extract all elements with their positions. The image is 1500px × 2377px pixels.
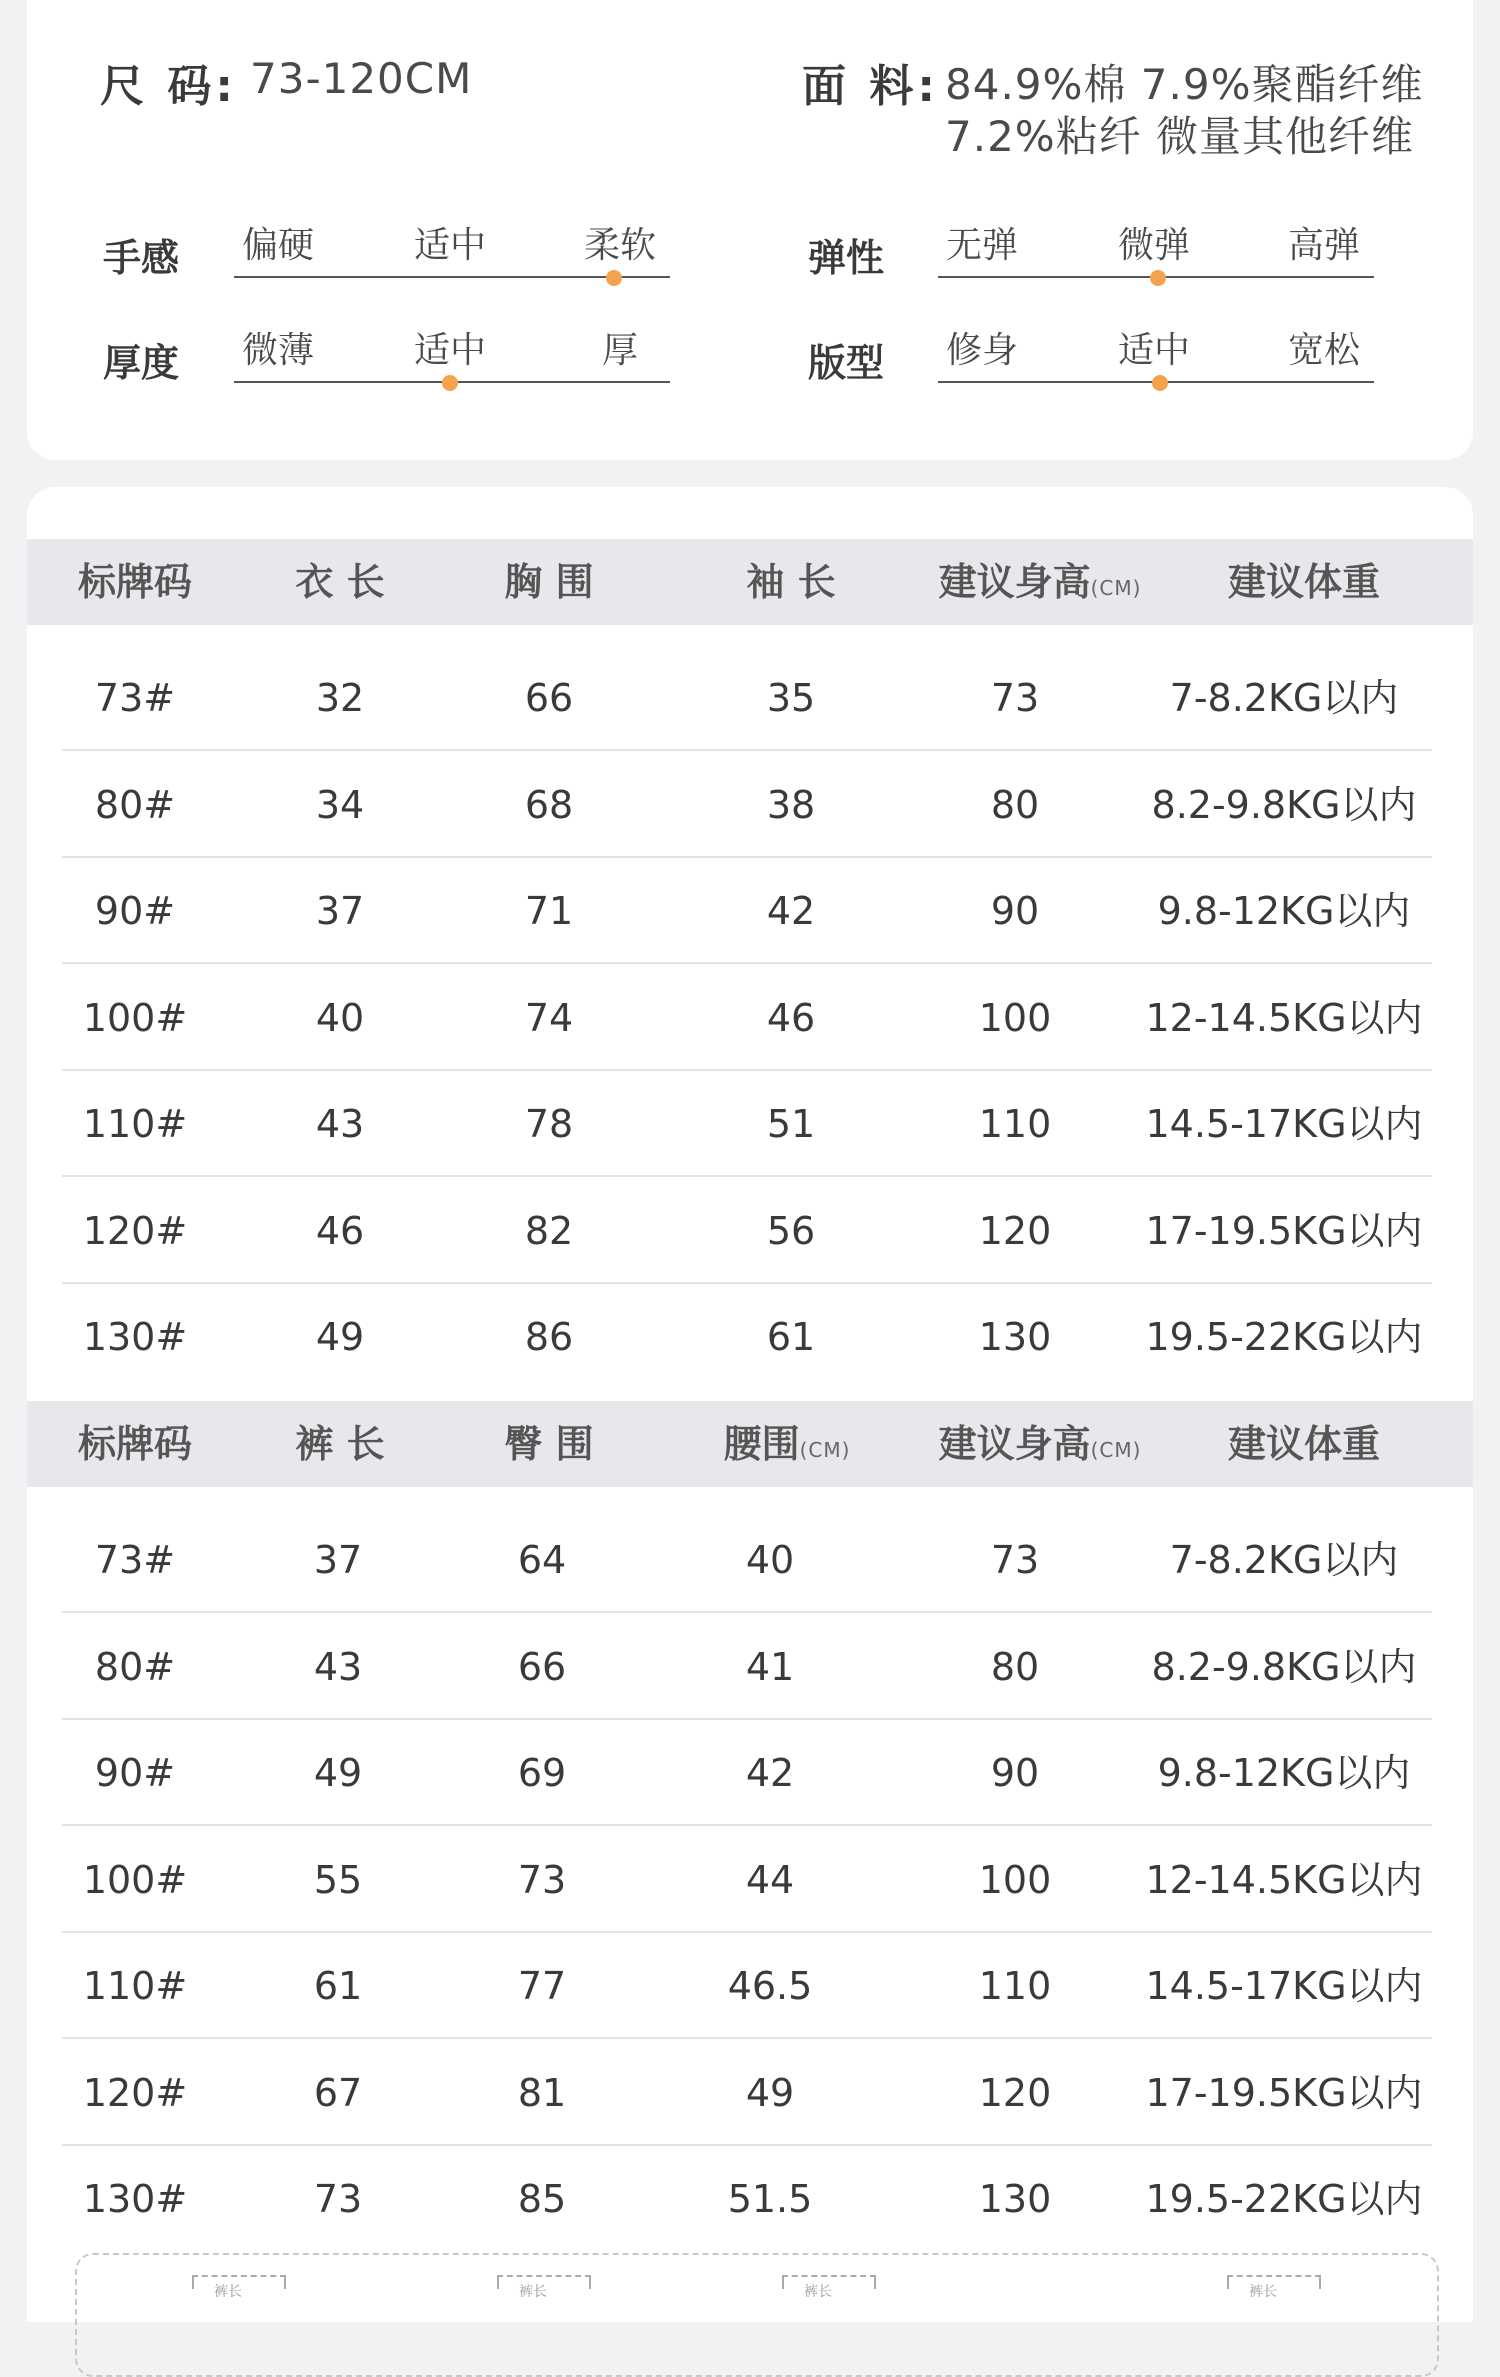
- feel-scale-line: [234, 276, 670, 278]
- table-cell: 61: [313, 1964, 363, 2008]
- table-cell: 82: [524, 1208, 574, 1253]
- table-cell: 66: [524, 676, 574, 720]
- bottom-size-table-header: [27, 1401, 1473, 1487]
- table-cell: 71: [524, 889, 574, 933]
- header-sleeve-length: 袖 长: [746, 560, 836, 604]
- table-row: [62, 645, 1432, 751]
- table-cell: 120#: [82, 1208, 188, 1253]
- table-cell: 12-14.5KG以内: [1145, 1857, 1423, 1902]
- table-cell: 38: [766, 782, 816, 827]
- table-cell: 68: [524, 782, 574, 827]
- table-cell: 100#: [82, 1857, 188, 1902]
- table-cell: 46.5: [727, 1964, 813, 2008]
- table-cell: 100: [978, 995, 1052, 1040]
- table-row: [62, 1614, 1432, 1720]
- table-cell: 120#: [82, 2070, 188, 2115]
- table-row: [62, 1178, 1432, 1284]
- header-suggested-weight: 建议体重: [1227, 1422, 1381, 1466]
- table-cell: 130#: [82, 2177, 188, 2221]
- header-garment-length: 衣 长: [295, 560, 385, 604]
- table-cell: 17-19.5KG以内: [1145, 2070, 1423, 2115]
- table-cell: 14.5-17KG以内: [1145, 1102, 1423, 1146]
- table-cell: 40: [315, 995, 365, 1040]
- elasticity-option-2: 微弹: [1118, 225, 1191, 266]
- top-size-table-header: [27, 539, 1473, 625]
- feel-option-3: 柔软: [584, 225, 657, 266]
- table-cell: 73#: [94, 1538, 176, 1582]
- table-cell: 73#: [94, 676, 176, 720]
- header-suggested-height: 建议身高(CM): [938, 1422, 1142, 1466]
- diagram-mark: 裤长: [1227, 2275, 1317, 2305]
- elasticity-selected-dot: [1150, 270, 1166, 286]
- table-cell: 130: [978, 1315, 1052, 1359]
- table-cell: 19.5-22KG以内: [1145, 2177, 1423, 2221]
- table-cell: 51: [766, 1102, 816, 1146]
- diagram-mark: 裤长: [192, 2275, 282, 2305]
- table-cell: 12-14.5KG以内: [1145, 995, 1423, 1040]
- thickness-option-1: 微薄: [242, 330, 315, 371]
- table-cell: 9.8-12KG以内: [1157, 889, 1411, 933]
- table-row: [62, 1827, 1432, 1933]
- table-cell: 42: [745, 1751, 795, 1795]
- table-cell: 42: [766, 889, 816, 933]
- table-cell: 110: [978, 1102, 1052, 1146]
- fit-option-2: 适中: [1118, 330, 1191, 371]
- table-cell: 56: [766, 1208, 816, 1253]
- elasticity-scale: [938, 208, 1374, 278]
- thickness-label: 厚度: [103, 341, 180, 385]
- table-row: [62, 752, 1432, 858]
- thickness-scale: [234, 313, 670, 383]
- table-cell: 61: [766, 1315, 816, 1359]
- header-pants-length: 裤 长: [295, 1422, 385, 1466]
- table-cell: 35: [766, 676, 816, 720]
- table-cell: 44: [745, 1857, 795, 1902]
- table-cell: 51.5: [727, 2177, 813, 2221]
- elasticity-option-3: 高弹: [1288, 225, 1361, 266]
- fit-scale: [938, 313, 1374, 383]
- table-row: [62, 1933, 1432, 2039]
- table-cell: 73: [517, 1857, 567, 1902]
- table-cell: 80#: [94, 782, 176, 827]
- table-cell: 46: [766, 995, 816, 1040]
- thickness-selected-dot: [442, 375, 458, 391]
- thickness-option-3: 厚: [602, 330, 639, 371]
- table-cell: 110: [978, 1964, 1052, 2008]
- table-row: [62, 965, 1432, 1071]
- table-cell: 67: [313, 2070, 363, 2115]
- table-row: [62, 1507, 1432, 1613]
- table-row: [62, 1720, 1432, 1826]
- elasticity-label: 弹性: [808, 236, 885, 280]
- table-cell: 14.5-17KG以内: [1145, 1964, 1423, 2008]
- table-cell: 43: [315, 1102, 365, 1146]
- table-cell: 49: [745, 2070, 795, 2115]
- table-cell: 17-19.5KG以内: [1145, 1208, 1423, 1253]
- diagram-mark: 裤长: [782, 2275, 872, 2305]
- table-cell: 73: [313, 2177, 363, 2221]
- header-tag-size: 标牌码: [77, 1422, 193, 1466]
- table-cell: 49: [315, 1315, 365, 1359]
- table-cell: 100#: [82, 995, 188, 1040]
- table-cell: 81: [517, 2070, 567, 2115]
- unit-label: (CM): [1090, 576, 1142, 600]
- table-cell: 130#: [82, 1315, 188, 1359]
- table-cell: 9.8-12KG以内: [1157, 1751, 1411, 1795]
- header-suggested-weight: 建议体重: [1227, 560, 1381, 604]
- table-row: [62, 858, 1432, 964]
- feel-selected-dot: [606, 270, 622, 286]
- table-cell: 69: [517, 1751, 567, 1795]
- table-cell: 130: [978, 2177, 1052, 2221]
- table-row: [62, 2146, 1432, 2252]
- unit-label: (CM): [1090, 1438, 1142, 1462]
- table-cell: 73: [990, 676, 1040, 720]
- table-cell: 73: [990, 1538, 1040, 1582]
- table-cell: 66: [517, 1644, 567, 1689]
- feel-option-1: 偏硬: [242, 225, 315, 266]
- size-value: 73-120CM: [250, 54, 473, 103]
- header-waist: 腰围(CM): [723, 1422, 851, 1466]
- elasticity-option-1: 无弹: [946, 225, 1019, 266]
- table-cell: 7-8.2KG以内: [1169, 1538, 1399, 1582]
- header-hip: 臀 围: [504, 1422, 594, 1466]
- table-cell: 37: [313, 1538, 363, 1582]
- table-cell: 37: [315, 889, 365, 933]
- fabric-line-1: 84.9%棉 7.9%聚酯纤维: [945, 60, 1424, 109]
- unit-label: (CM): [799, 1438, 851, 1462]
- table-cell: 32: [315, 676, 365, 720]
- table-cell: 43: [313, 1644, 363, 1689]
- table-cell: 80#: [94, 1644, 176, 1689]
- fit-selected-dot: [1152, 375, 1168, 391]
- feel-label: 手感: [103, 236, 180, 280]
- table-cell: 49: [313, 1751, 363, 1795]
- fit-option-3: 宽松: [1288, 330, 1361, 371]
- table-cell: 34: [315, 782, 365, 827]
- table-cell: 90: [990, 889, 1040, 933]
- table-row: [62, 1071, 1432, 1177]
- table-cell: 100: [978, 1857, 1052, 1902]
- fit-label: 版型: [808, 341, 885, 385]
- table-cell: 80: [990, 1644, 1040, 1689]
- table-cell: 8.2-9.8KG以内: [1151, 782, 1417, 827]
- table-cell: 110#: [82, 1964, 188, 2008]
- table-cell: 55: [313, 1857, 363, 1902]
- table-cell: 74: [524, 995, 574, 1040]
- feel-option-2: 适中: [414, 225, 487, 266]
- table-cell: 77: [517, 1964, 567, 2008]
- header-suggested-height: 建议身高(CM): [938, 560, 1142, 604]
- header-chest: 胸 围: [504, 560, 594, 604]
- table-cell: 41: [745, 1644, 795, 1689]
- table-cell: 90#: [94, 889, 176, 933]
- fabric-label: 面 料:: [802, 61, 939, 112]
- header-tag-size: 标牌码: [77, 560, 193, 604]
- size-label: 尺 码:: [100, 61, 237, 112]
- table-row: [62, 1284, 1432, 1390]
- table-row: [62, 2040, 1432, 2146]
- table-cell: 46: [315, 1208, 365, 1253]
- table-cell: 110#: [82, 1102, 188, 1146]
- thickness-option-2: 适中: [414, 330, 487, 371]
- feel-scale: [234, 208, 670, 278]
- table-cell: 64: [517, 1538, 567, 1582]
- table-cell: 90#: [94, 1751, 176, 1795]
- table-cell: 80: [990, 782, 1040, 827]
- table-cell: 19.5-22KG以内: [1145, 1315, 1423, 1359]
- table-cell: 7-8.2KG以内: [1169, 676, 1399, 720]
- measurement-diagram-box: [75, 2253, 1439, 2377]
- fabric-line-2: 7.2%粘纤 微量其他纤维: [945, 112, 1415, 161]
- table-cell: 90: [990, 1751, 1040, 1795]
- table-cell: 120: [978, 1208, 1052, 1253]
- table-cell: 86: [524, 1315, 574, 1359]
- table-cell: 120: [978, 2070, 1052, 2115]
- fit-option-1: 修身: [946, 330, 1019, 371]
- table-cell: 40: [745, 1538, 795, 1582]
- diagram-mark: 裤长: [497, 2275, 587, 2305]
- table-cell: 85: [517, 2177, 567, 2221]
- table-cell: 78: [524, 1102, 574, 1146]
- table-cell: 8.2-9.8KG以内: [1151, 1644, 1417, 1689]
